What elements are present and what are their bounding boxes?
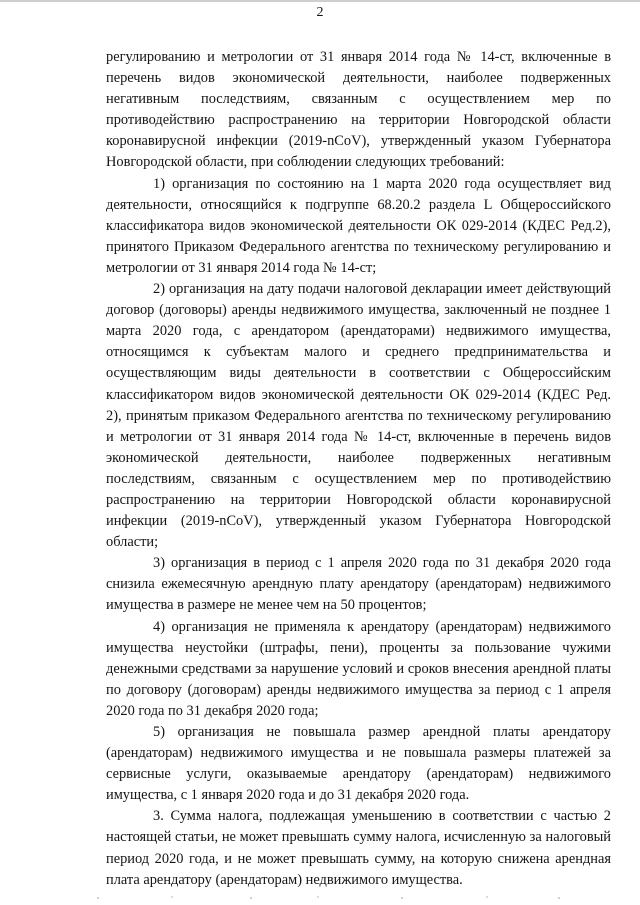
scan-edge-line: [0, 0, 640, 2]
scan-artifact-dots: [0, 892, 640, 902]
paragraph-part-3: 3. Сумма налога, подлежащая уменьшению в соответствии с частью 2 настоящей статьи, не может превышать сумму налога, исчисленную за налоговый период 2020 года, и не может превышать сумму, на которую снижена арендная плата арендатору (арендаторам) недвижимого имущества.: [106, 808, 611, 888]
requirement-item-2: 2) организация на дату подачи налоговой декларации имеет действующий договор (договоры) аренды недвижимого имущества, заключенный не позднее 1 марта 2020 года, с арендатором (арендаторами) недвижимого имущества, относящимся к субъектам малого и среднего предпринимательства и осуществляющим виды деятельности в соответствии с Общероссийским классификатором видов экономической деятельности ОК 029-2014 (КДЕС Ред. 2), принятым приказом Федерального агентства по техническому регулированию и метрологии от 31 января 2014 года № 14-ст, включенные в перечень видов экономической деятельности, наиболее подверженных негативным последствиям, связанным с осуществлением мер по противодействию распространению на территории Новгородской области коронавирусной инфекции (2019-nCoV), утвержденный указом Губернатора Новгородской области;: [106, 281, 611, 551]
requirement-item-5: 5) организация не повышала размер арендной платы арендатору (арендаторам) недвижимого имущества и не повышала размеры платежей за сервисные услуги, оказываемые арендатору (арендаторам) недвижимого имущества, с 1 января 2020 года и до 31 декабря 2020 года.: [106, 724, 611, 804]
requirement-item-3: 3) организация в период с 1 апреля 2020 года по 31 декабря 2020 года снизила ежемесячную арендную плату арендатору (арендаторам) недвижимого имущества в размере не менее чем на 50 процентов;: [106, 555, 611, 614]
page-number: 2: [316, 5, 324, 20]
paragraph-continuation: регулированию и метрологии от 31 января 2014 года № 14-ст, включенные в перечень видов экономической деятельности, наиболее подверженных негативным последствиям, связанным с осуществлением мер по противодействию распространению на территории Новгородской области коронавирусной инфекции (2019-nCoV), утвержденный указом Губернатора Новгородской области, при соблюдении следующих требований:: [106, 49, 611, 171]
requirement-item-4: 4) организация не применяла к арендатору (арендаторам) недвижимого имущества неустойки (штрафы, пени), проценты за пользование чужими денежными средствами за нарушение условий и сроков внесения арендной платы по договору (договорам) аренды недвижимого имущества за период с 1 апреля 2020 года по 31 декабря 2020 года;: [106, 618, 611, 719]
document-body: [106, 47, 611, 891]
requirement-item-1: 1) организация по состоянию на 1 марта 2020 года осуществляет вид деятельности, относящийся к подгруппе 68.20.2 раздела L Общероссийского классификатора видов экономической деятельности ОК 029-2014 (КДЕС Ред.2), принятого Приказом Федерального агентства по техническому регулированию и метрологии от 31 января 2014 года № 14-ст;: [106, 175, 611, 276]
